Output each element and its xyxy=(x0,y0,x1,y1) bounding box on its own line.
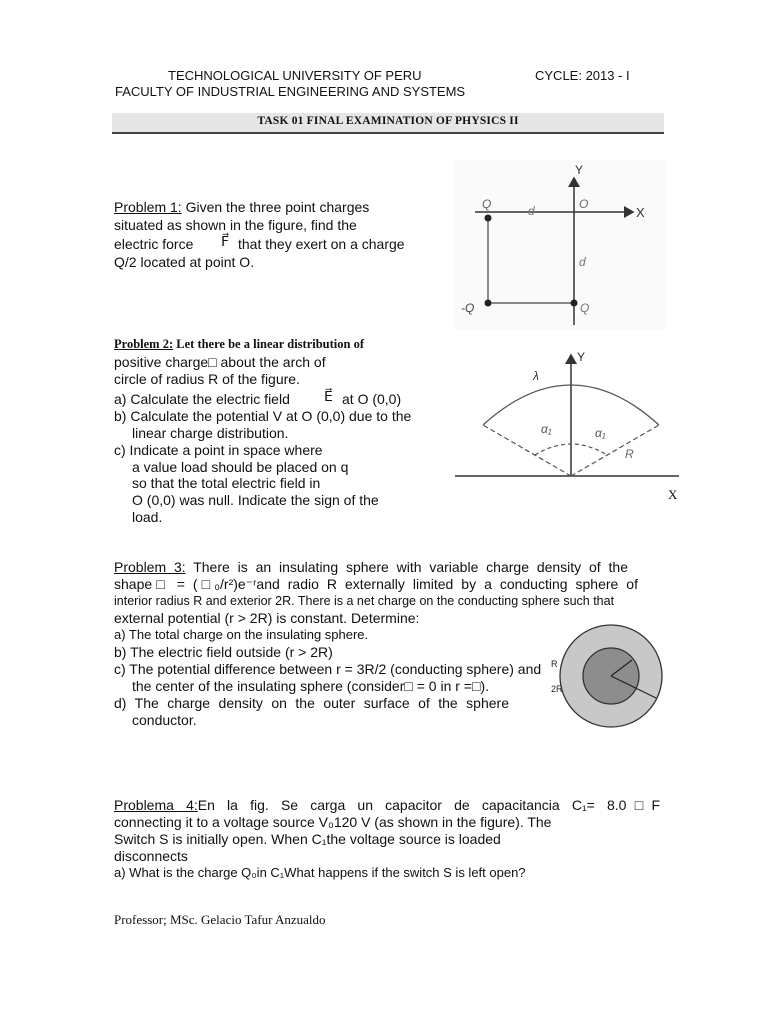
axis-x-label: X xyxy=(636,205,645,220)
problem2-text1: Let there be a linear distribution of xyxy=(173,337,364,351)
problem4-label: Problema 4: xyxy=(114,797,198,813)
problem4-text1: En la fig. Se carga un capacitor de capacitancia C₁= 8.0□F xyxy=(197,797,661,813)
problem4-item-a: a) What is the charge Q₀in C₁What happens if the switch S is left open? xyxy=(114,865,526,880)
radius-label: R xyxy=(625,447,634,461)
alpha-left-label: α₁ xyxy=(541,422,552,436)
problem3-item-b: b) The electric field outside (r > 2R) xyxy=(114,644,333,660)
axis-y-label: Y xyxy=(577,350,586,364)
problem2-line1 xyxy=(114,337,364,352)
problem3-line1 xyxy=(114,559,628,575)
problem2-item-c1: c) Indicate a point in space where xyxy=(114,442,323,458)
problem2-line3: circle of radius R of the figure. xyxy=(114,371,300,387)
cycle-label: CYCLE: 2013 - I xyxy=(535,68,630,83)
charge-minus-q-label: -Q xyxy=(461,301,475,315)
problem3-line2: shape□ = (□₀/r²)e⁻ʳand radio R externally limited by a conducting sphere of xyxy=(114,576,638,592)
university-name: TECHNOLOGICAL UNIVERSITY OF PERU xyxy=(168,68,422,83)
problem2-item-b2: linear charge distribution. xyxy=(132,425,289,441)
problem1-line1 xyxy=(114,199,369,215)
professor-signature: Professor; MSc. Gelacio Tafur Anzualdo xyxy=(114,912,326,927)
charge-q-dot xyxy=(485,215,492,222)
problem4-line4: disconnects xyxy=(114,848,188,864)
problem3-item-a: a) The total charge on the insulating sphere. xyxy=(114,627,369,642)
problem1-line3b: that they exert on a charge xyxy=(238,236,405,252)
field-symbol: E⃗ xyxy=(324,390,333,405)
force-symbol: F⃗ xyxy=(221,235,230,250)
problem2-item-a-post: at O (0,0) xyxy=(342,391,402,407)
axis-y-label: Y xyxy=(575,163,584,177)
exam-title-bar xyxy=(112,113,664,134)
problem1-line4: Q/2 located at point O. xyxy=(114,254,255,270)
problem3-item-d2: conductor. xyxy=(132,712,197,728)
charge-q-bottom-dot xyxy=(571,300,578,307)
alpha-right-label: α₁ xyxy=(595,426,606,440)
exam-title: TASK 01 FINAL EXAMINATION OF PHYSICS II xyxy=(257,115,519,127)
problem1-text1: Given the three point charges xyxy=(181,199,370,215)
arc-charge-figure xyxy=(455,345,685,505)
problem3-item-d1: d) The charge density on the outer surface of the sphere xyxy=(114,695,509,711)
problem4-line3: Switch S is initially open. When C₁the voltage source is loaded xyxy=(114,831,501,847)
problem2-item-a-pre: a) Calculate the electric field xyxy=(114,391,290,407)
origin-label: O xyxy=(579,197,589,211)
problem3-line4: external potential (r > 2R) is constant. Determine: xyxy=(114,610,420,626)
charges-square-figure xyxy=(455,160,665,330)
problem1-line2: situated as shown in the figure, find the xyxy=(114,217,357,233)
problem4-line2: connecting it to a voltage source V₀120 V (as shown in the figure). The xyxy=(114,814,552,830)
problem2-item-c2: a value load should be placed on q xyxy=(132,459,349,475)
problem1-label: Problem 1: xyxy=(114,199,182,215)
radius-left xyxy=(483,425,571,476)
problem2-item-c5: load. xyxy=(132,509,163,525)
problem2-item-c3: so that the total electric field in xyxy=(132,475,321,491)
d-top-label: d xyxy=(528,204,535,218)
faculty-name: FACULTY OF INDUSTRIAL ENGINEERING AND SYSTEMS xyxy=(115,84,466,99)
charge-q-bottom-label: Q xyxy=(580,301,590,315)
radius-right xyxy=(571,425,659,476)
spheres-figure xyxy=(545,622,665,732)
outer-radius-label: 2R xyxy=(551,684,563,694)
problem3-item-c1: c) The potential difference between r = 3R/2 (conducting sphere) and xyxy=(114,661,542,677)
problem3-label: Problem 3: xyxy=(114,559,186,575)
charge-q-label: Q xyxy=(482,197,492,211)
arc-figure-x-label: X xyxy=(668,487,678,502)
problem2-line2: positive charge□ about the arch of xyxy=(114,354,326,370)
inner-radius-label: R xyxy=(551,659,558,669)
charge-minus-q-dot xyxy=(485,300,492,307)
problem1-line3a: electric force xyxy=(114,236,194,252)
problem3-text1: There is an insulating sphere with variable charge density of the xyxy=(185,559,628,575)
lambda-label: λ xyxy=(533,369,539,383)
d-right-label: d xyxy=(579,255,586,269)
problem3-item-c2: the center of the insulating sphere (consider□ = 0 in r =□). xyxy=(132,678,489,694)
problem4-line1 xyxy=(114,797,660,813)
problem3-line3: interior radius R and exterior 2R. There is a net charge on the conducting sphere such that xyxy=(114,594,615,608)
problem2-item-c4: O (0,0) was null. Indicate the sign of the xyxy=(132,492,379,508)
problem2-label: Problem 2: xyxy=(114,337,174,351)
problem2-item-b1: b) Calculate the potential V at O (0,0) due to the xyxy=(114,408,412,424)
